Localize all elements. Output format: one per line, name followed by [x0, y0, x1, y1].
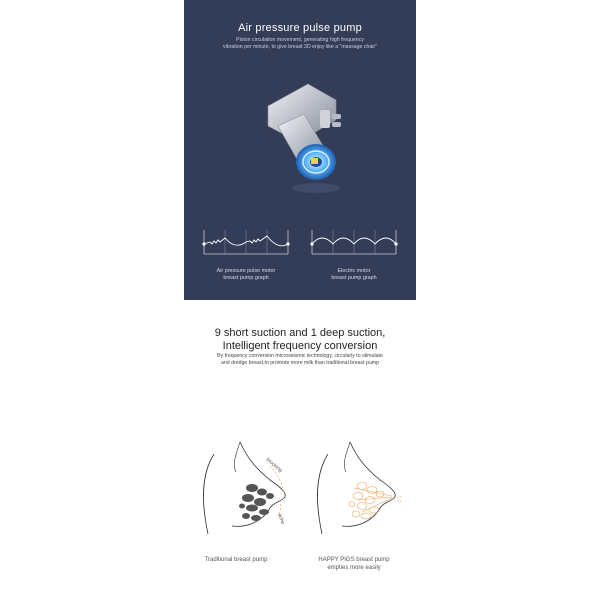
- section-title-line-2: Intelligent frequency conversion: [222, 340, 378, 352]
- section-description: [180, 353, 420, 367]
- panel-title: Air pressure pulse pump: [238, 22, 362, 34]
- panel-desc-line-2: vibration per minute, to give breast 3D enjoy like a "massage chair": [223, 44, 377, 50]
- happy-pigs-caption: [294, 556, 414, 572]
- happy-pigs-caption-line-1: HAPPY PIGS breast pump: [318, 557, 390, 563]
- section-desc-line-1: By frequency conversion microseismic technology, circularly to stimulate: [217, 353, 383, 359]
- air-pulse-graph-label: [196, 268, 296, 282]
- graph-right-label-line-2: breast pump graph: [331, 275, 377, 281]
- happy-pigs-caption-line-2: empties more easily: [327, 565, 381, 571]
- traditional-pump-caption: Traditional breast pump: [204, 557, 268, 563]
- graph-left-label-line-1: Air pressure pulse motor: [216, 268, 276, 274]
- pump-motor-image: [248, 76, 358, 196]
- section-title: [150, 327, 450, 353]
- section-desc-line-2: and dredge breast,to promote more milk than traditional breast pump: [220, 360, 380, 366]
- panel-desc-line-1: Piston circulation movement, generating high frequency: [236, 37, 364, 43]
- panel-description: [194, 37, 406, 51]
- graph-left-label-line-2: breast pump graph: [223, 275, 269, 281]
- electric-motor-graph: [308, 224, 400, 260]
- section-title-line-1: 9 short suction and 1 deep suction,: [214, 327, 386, 339]
- traditional-pump-illustration: [196, 436, 296, 536]
- graph-right-label-line-1: Electric motor: [337, 268, 371, 274]
- electric-motor-graph-label: [304, 268, 404, 282]
- happy-pigs-pump-illustration: [310, 436, 410, 536]
- ache-annotation: ache: [276, 512, 286, 526]
- air-pulse-graph: [200, 224, 292, 260]
- blocking-annotation: blocking: [264, 456, 284, 474]
